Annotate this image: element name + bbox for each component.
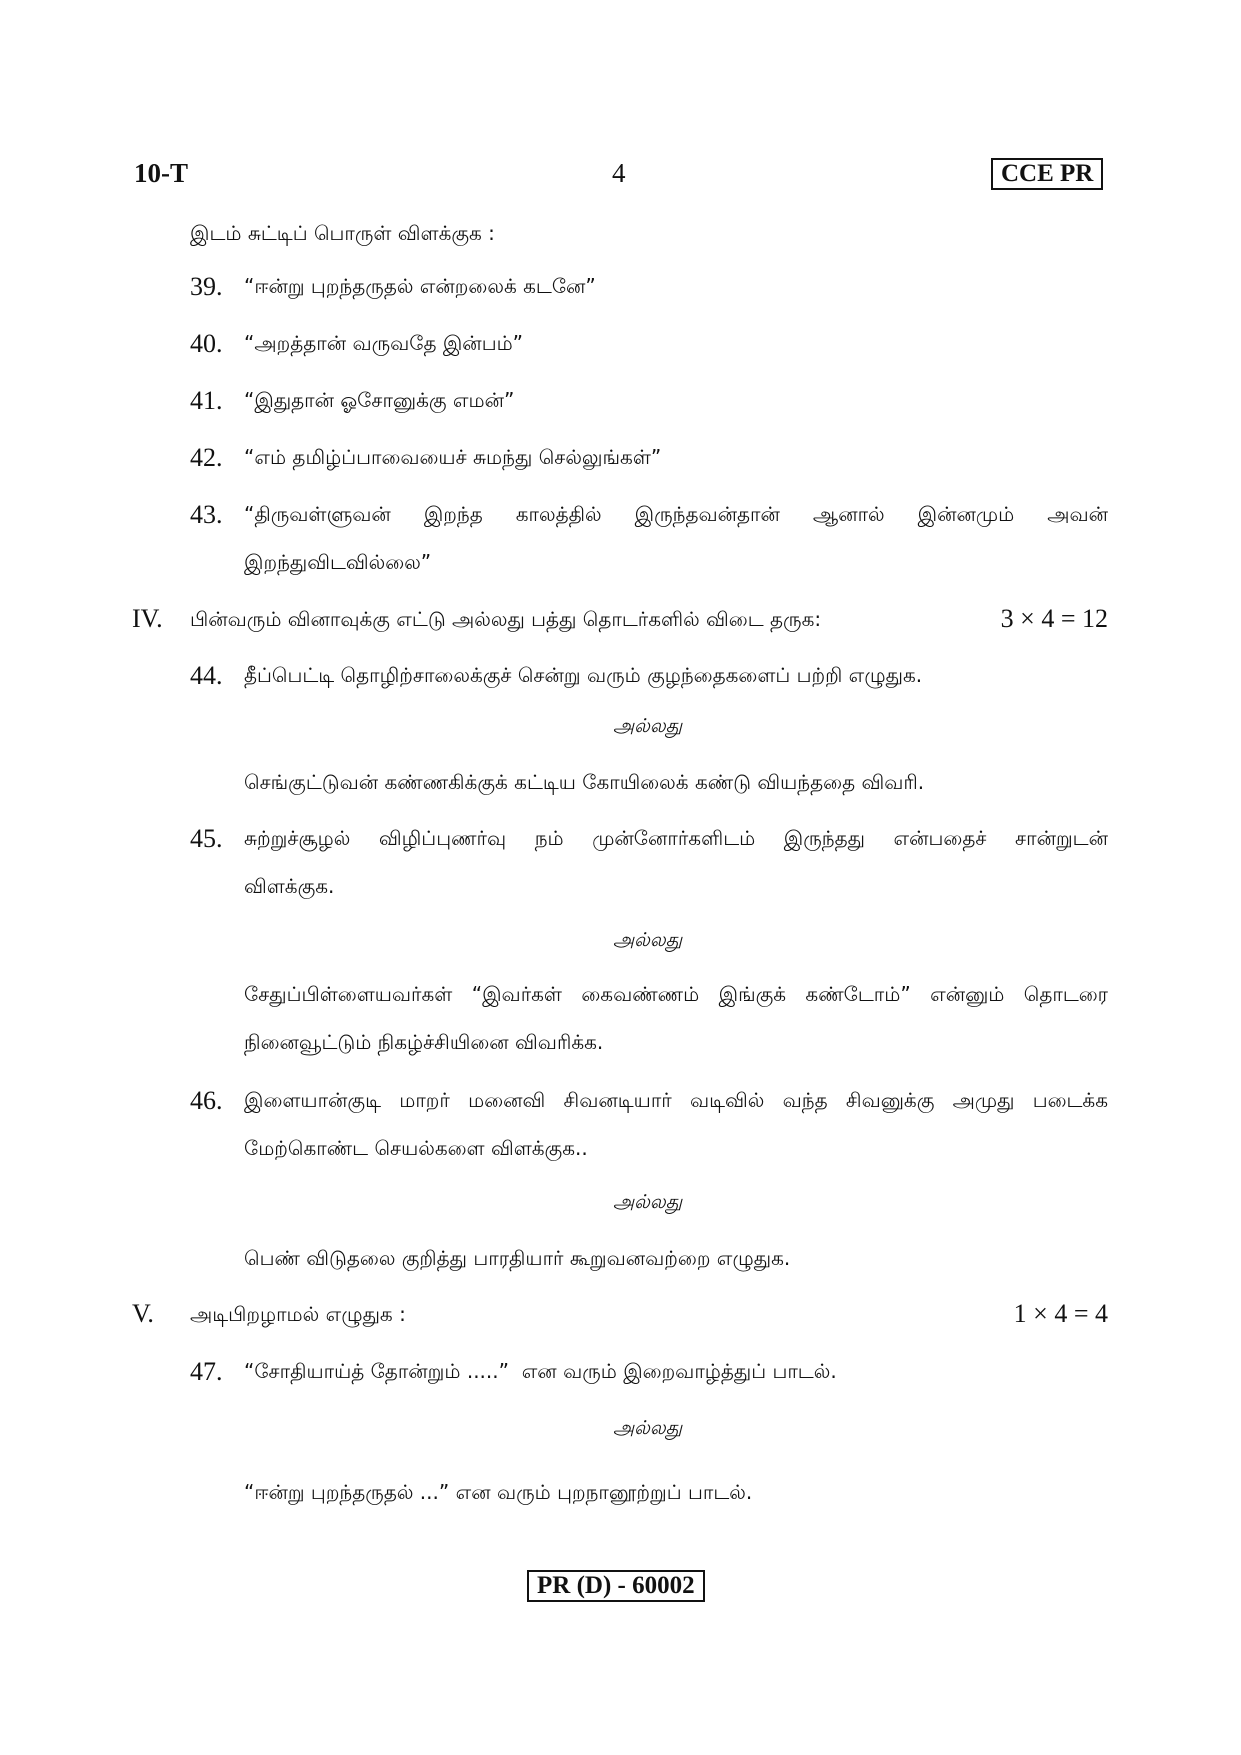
- question-text: “எம் தமிழ்ப்பாவையைச் சுமந்து செல்லுங்கள்”: [244, 445, 662, 469]
- section-marks: 1 × 4 = 4: [1013, 1299, 1108, 1328]
- question-number: 42.: [190, 443, 223, 472]
- question-text: தீப்பெட்டி தொழிற்சாலைக்குச் சென்று வரும் குழந்தைகளைப் பற்றி எழுதுக.: [244, 663, 923, 687]
- footer-paper-code: PR (D) - 60002: [527, 1570, 705, 1602]
- question-text-continued: மேற்கொண்ட செயல்களை விளக்குக..: [244, 1136, 588, 1160]
- question-text: “அறத்தான் வருவதே இன்பம்”: [244, 331, 524, 355]
- or-separator: அல்லது: [613, 1417, 683, 1439]
- section-marks: 3 × 4 = 12: [1000, 604, 1108, 633]
- cce-pr-badge: CCE PR: [991, 158, 1103, 190]
- question-text-continued: விளக்குக.: [244, 874, 335, 898]
- page-number: 4: [612, 158, 626, 188]
- question-text: “இதுதான் ஓசோனுக்கு எமன்”: [244, 388, 515, 412]
- question-text: சுற்றுச்சூழல் விழிப்புணர்வு நம் முன்னோர்களிடம் இருந்தது என்பதைச் சான்றுடன்: [244, 826, 1108, 850]
- question-alternative: சேதுப்பிள்ளையவர்கள் “இவர்கள் கைவண்ணம் இங்குக் கண்டோம்” என்னும் தொடரை: [244, 982, 1108, 1006]
- question-text: “திருவள்ளுவன் இறந்த காலத்தில் இருந்தவன்தான் ஆனால் இன்னமும் அவன்: [244, 502, 1108, 526]
- question-number: 39.: [190, 272, 223, 301]
- section-instruction: அடிபிறழாமல் எழுதுக :: [190, 1302, 406, 1326]
- question-number: 41.: [190, 386, 223, 415]
- section-roman-numeral: IV.: [132, 604, 163, 633]
- question-alternative-continued: நினைவூட்டும் நிகழ்ச்சியினை விவரிக்க.: [244, 1030, 604, 1054]
- question-text: “ஈன்று புறந்தருதல் என்றலைக் கடனே”: [244, 274, 596, 298]
- section-instruction: பின்வரும் வினாவுக்கு எட்டு அல்லது பத்து தொடர்களில் விடை தருக:: [190, 607, 822, 631]
- question-alternative: “ஈன்று புறந்தருதல் ...” என வரும் புறநானூற்றுப் பாடல்.: [244, 1480, 753, 1504]
- question-text: இளையான்குடி மாறர் மனைவி சிவனடியார் வடிவில் வந்த சிவனுக்கு அமுது படைக்க: [244, 1088, 1108, 1112]
- question-number: 43.: [190, 500, 223, 529]
- section-instruction: இடம் சுட்டிப் பொருள் விளக்குக :: [190, 221, 495, 245]
- question-text-continued: இறந்துவிடவில்லை”: [244, 550, 432, 574]
- question-alternative: பெண் விடுதலை குறித்து பாரதியார் கூறுவனவற்றை எழுதுக.: [244, 1246, 791, 1270]
- question-alternative: செங்குட்டுவன் கண்ணகிக்குக் கட்டிய கோயிலைக் கண்டு வியந்ததை விவரி.: [244, 770, 925, 794]
- question-number: 44.: [190, 661, 223, 690]
- or-separator: அல்லது: [613, 715, 683, 737]
- question-text: “சோதியாய்த் தோன்றும் .....” என வரும் இறைவாழ்த்துப் பாடல்.: [244, 1359, 837, 1383]
- question-number: 40.: [190, 329, 223, 358]
- paper-code: 10-T: [134, 158, 188, 188]
- or-separator: அல்லது: [613, 1191, 683, 1213]
- question-number: 47.: [190, 1357, 223, 1386]
- question-number: 46.: [190, 1086, 223, 1115]
- question-number: 45.: [190, 824, 223, 853]
- section-roman-numeral: V.: [132, 1299, 154, 1328]
- or-separator: அல்லது: [613, 929, 683, 951]
